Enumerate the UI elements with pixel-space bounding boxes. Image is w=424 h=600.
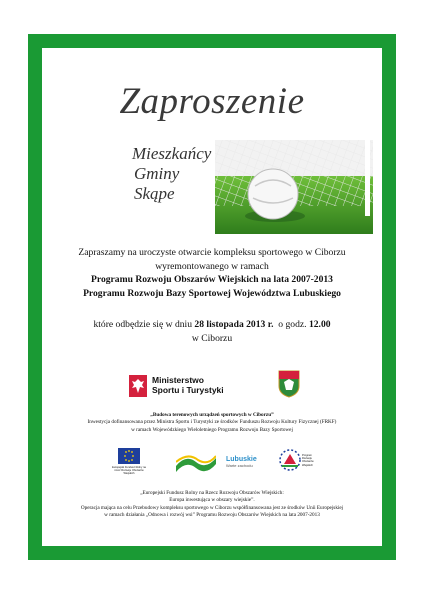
ministry-name — [152, 375, 224, 395]
lubuskie-name: Lubuskie — [226, 456, 257, 463]
rural-development-icon — [278, 448, 302, 472]
polish-eagle-icon — [128, 374, 148, 398]
soccer-ball-in-net-icon — [215, 136, 373, 234]
footer-line: Operacja mająca na celu Przebudowy kompleksu sportowego w Ciborzu współfinansowana jest ze środków Unii Europejskiej — [80, 504, 344, 511]
funding-line: w ramach Wojewódzkiego Wieloletniego Programu Rozwoju Bazy Sportowej — [131, 426, 293, 433]
eu-flag-icon — [118, 448, 140, 464]
event-place: w Ciborzu — [191, 332, 233, 344]
footer-line: Europa inwestująca w obszary wiejskie”. — [169, 497, 255, 504]
funding-note — [42, 412, 382, 434]
partner-logos-top — [42, 368, 382, 408]
event-time: 12.00 — [308, 319, 331, 330]
invitation-card — [42, 48, 382, 546]
invite-line: wyremontowanego w ramach — [155, 260, 269, 272]
invite-line: Zapraszamy na uroczyste otwarcie kompleksu sportowego w Ciborzu — [78, 247, 346, 258]
footer-line: w ramach działania „Odnowa i rozwój wsi” Programu Rozwoju Obszarów Wiejskich na lata 2007-2013 — [104, 512, 320, 519]
addressee-line: Mieszkańcy — [132, 144, 212, 163]
program-name: Programu Rozwoju Bazy Sportowej Województwa Lubuskiego — [83, 287, 341, 299]
ministry-line: Sportu i Turystyki — [152, 385, 224, 395]
program-name: Programu Rozwoju Obszarów Wiejskich na lata 2007-2013 — [91, 274, 333, 285]
lubuskie-tagline: Warte zachodu — [226, 463, 253, 468]
rural-development-logo — [278, 448, 318, 478]
lubuskie-coat-of-arms-icon — [278, 370, 300, 398]
addressee-line: Gminy — [134, 164, 180, 183]
funding-project: „Budowa terenowych urządzeń sportowych w Ciborzu” — [150, 412, 274, 418]
rural-development-caption: Program Rozwoju Obszarów Wiejskich — [302, 454, 314, 467]
invitation-title: Zaproszenie — [119, 81, 305, 122]
partner-logos-bottom — [42, 446, 382, 480]
ministry-line: Ministerstwo — [152, 375, 204, 385]
lubuskie-logo — [226, 456, 257, 468]
event-date: 28 listopada 2013 r. — [194, 319, 274, 330]
event-middle: o godz. — [273, 319, 309, 330]
green-border-frame — [28, 34, 396, 560]
funding-line: Inwestycja dofinansowana przez Ministra Sportu i Turystyki ze środków Funduszu Rozwoju Kultury Fizycznej (FRKF) — [87, 419, 337, 426]
event-details — [42, 318, 382, 345]
event-prefix: które odbędzie się w dniu — [93, 319, 195, 330]
addressee-line: Skąpe — [134, 184, 175, 203]
ministry-logo — [128, 372, 238, 404]
eu-logo — [110, 448, 148, 478]
event-when — [42, 318, 382, 332]
eu-caption: Europejski Fundusz Rolny na rzecz Rozwoju Obszarów Wiejskich — [112, 466, 146, 476]
footer-line: „Europejski Fundusz Rolny na Rzecz Rozwoju Obszarów Wiejskich: — [140, 490, 284, 496]
eu-footer-note — [42, 490, 382, 520]
invitation-body — [42, 246, 382, 300]
leader-wave-logo-icon — [176, 452, 216, 474]
